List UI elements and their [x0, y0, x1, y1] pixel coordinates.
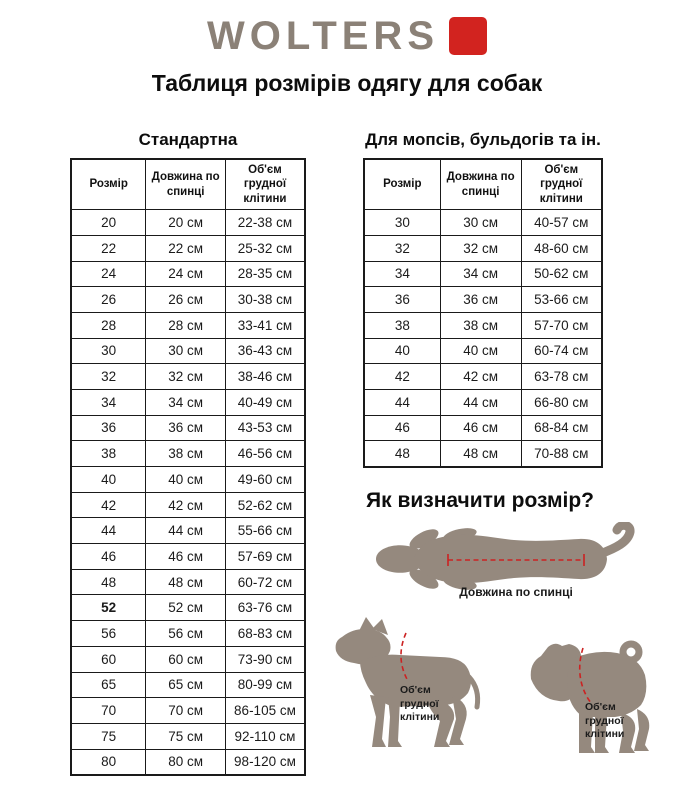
dog-side-silhouette: [336, 617, 478, 747]
value-cell: 56 см: [146, 621, 226, 647]
value-cell: 36-43 см: [225, 338, 305, 364]
size-cell: 44: [364, 389, 440, 415]
table-row: [71, 749, 305, 775]
guide-title: Як визначити розмір?: [366, 489, 594, 512]
table-row: [364, 389, 602, 415]
table-row: [71, 415, 305, 441]
value-cell: 63-76 см: [225, 595, 305, 621]
value-cell: 30 см: [146, 338, 226, 364]
value-cell: 40-57 см: [521, 210, 602, 236]
value-cell: 86-105 см: [225, 698, 305, 724]
value-cell: 22 см: [146, 235, 226, 261]
header-row: [71, 159, 305, 210]
size-cell: 60: [71, 646, 146, 672]
value-cell: 60-72 см: [225, 569, 305, 595]
table-row: [71, 364, 305, 390]
value-cell: 49-60 см: [225, 467, 305, 493]
size-cell: 34: [364, 261, 440, 287]
table-row: [71, 646, 305, 672]
value-cell: 48-60 см: [521, 235, 602, 261]
table-row: [71, 389, 305, 415]
size-cell: 70: [71, 698, 146, 724]
value-cell: 28 см: [146, 312, 226, 338]
column-header: Розмір: [71, 159, 146, 210]
size-cell: 36: [364, 287, 440, 313]
column-header: Розмір: [364, 159, 440, 210]
size-cell: 34: [71, 389, 146, 415]
table-row: [71, 261, 305, 287]
size-cell: 48: [364, 441, 440, 467]
value-cell: 22-38 см: [225, 210, 305, 236]
value-cell: 65 см: [146, 672, 226, 698]
size-cell: 46: [71, 544, 146, 570]
value-cell: 68-83 см: [225, 621, 305, 647]
size-cell: 42: [364, 364, 440, 390]
size-cell: 65: [71, 672, 146, 698]
size-table-standard: [70, 158, 306, 776]
header-row: [364, 159, 602, 210]
value-cell: 28-35 см: [225, 261, 305, 287]
size-cell: 42: [71, 492, 146, 518]
dog-top-view-silhouette: [376, 525, 630, 592]
size-cell: 22: [71, 235, 146, 261]
table-row: [364, 235, 602, 261]
value-cell: 48 см: [146, 569, 226, 595]
size-cell: 26: [71, 287, 146, 313]
table-row: [364, 338, 602, 364]
column-header: Об'єм грудної клітини: [225, 159, 305, 210]
size-cell: 40: [71, 467, 146, 493]
value-cell: 44 см: [440, 389, 521, 415]
size-table-bulldogs: [363, 158, 603, 468]
value-cell: 44 см: [146, 518, 226, 544]
value-cell: 33-41 см: [225, 312, 305, 338]
value-cell: 60 см: [146, 646, 226, 672]
value-cell: 40 см: [440, 338, 521, 364]
value-cell: 20 см: [146, 210, 226, 236]
table-title-bulldogs: Для мопсів, бульдогів та ін.: [365, 130, 601, 149]
table-row: [71, 518, 305, 544]
size-cell: 48: [71, 569, 146, 595]
table-row: [71, 235, 305, 261]
value-cell: 26 см: [146, 287, 226, 313]
size-cell: 52: [71, 595, 146, 621]
value-cell: 98-120 см: [225, 749, 305, 775]
value-cell: 68-84 см: [521, 415, 602, 441]
table-row: [364, 415, 602, 441]
table-row: [71, 210, 305, 236]
value-cell: 38-46 см: [225, 364, 305, 390]
size-cell: 38: [71, 441, 146, 467]
value-cell: 32 см: [440, 235, 521, 261]
size-cell: 44: [71, 518, 146, 544]
value-cell: 92-110 см: [225, 723, 305, 749]
value-cell: 80 см: [146, 749, 226, 775]
value-cell: 34 см: [440, 261, 521, 287]
value-cell: 80-99 см: [225, 672, 305, 698]
value-cell: 30-38 см: [225, 287, 305, 313]
standard-table-section: [70, 130, 306, 776]
value-cell: 40-49 см: [225, 389, 305, 415]
value-cell: 48 см: [440, 441, 521, 467]
value-cell: 42 см: [440, 364, 521, 390]
bulldog-table-section: [363, 130, 603, 468]
value-cell: 43-53 см: [225, 415, 305, 441]
table-row: [71, 467, 305, 493]
value-cell: 38 см: [440, 312, 521, 338]
value-cell: 53-66 см: [521, 287, 602, 313]
size-cell: 46: [364, 415, 440, 441]
value-cell: 30 см: [440, 210, 521, 236]
column-header: Довжина по спинці: [146, 159, 226, 210]
value-cell: 73-90 см: [225, 646, 305, 672]
value-cell: 57-70 см: [521, 312, 602, 338]
table-row: [71, 723, 305, 749]
value-cell: 52-62 см: [225, 492, 305, 518]
table-row: [364, 312, 602, 338]
brand-logo-text: WOLTERS: [206, 14, 439, 58]
value-cell: 70-88 см: [521, 441, 602, 467]
size-cell: 38: [364, 312, 440, 338]
table-row: [71, 312, 305, 338]
brand-logo: [0, 16, 694, 56]
table-row: [71, 492, 305, 518]
chest-label: Об'єм грудної клітини: [585, 701, 625, 741]
value-cell: 46-56 см: [225, 441, 305, 467]
value-cell: 63-78 см: [521, 364, 602, 390]
page-title: Таблиця розмірів одягу для собак: [151, 70, 543, 96]
size-cell: 28: [71, 312, 146, 338]
table-row: [71, 595, 305, 621]
size-cell: 56: [71, 621, 146, 647]
table-row: [71, 287, 305, 313]
value-cell: 66-80 см: [521, 389, 602, 415]
value-cell: 25-32 см: [225, 235, 305, 261]
size-cell: 40: [364, 338, 440, 364]
value-cell: 46 см: [146, 544, 226, 570]
value-cell: 75 см: [146, 723, 226, 749]
table-row: [71, 441, 305, 467]
back-length-label: Довжина по спинці: [459, 585, 573, 599]
brand-red-square-icon: [449, 17, 487, 55]
value-cell: 40 см: [146, 467, 226, 493]
size-cell: 32: [71, 364, 146, 390]
value-cell: 36 см: [440, 287, 521, 313]
value-cell: 52 см: [146, 595, 226, 621]
value-cell: 46 см: [440, 415, 521, 441]
size-cell: 30: [364, 210, 440, 236]
value-cell: 38 см: [146, 441, 226, 467]
table-row: [71, 621, 305, 647]
table-title-standard: Стандартна: [138, 130, 238, 149]
value-cell: 32 см: [146, 364, 226, 390]
table-row: [364, 210, 602, 236]
table-row: [364, 287, 602, 313]
value-cell: 55-66 см: [225, 518, 305, 544]
table-row: [71, 569, 305, 595]
table-row: [71, 672, 305, 698]
size-cell: 75: [71, 723, 146, 749]
size-cell: 80: [71, 749, 146, 775]
value-cell: 57-69 см: [225, 544, 305, 570]
table-row: [364, 364, 602, 390]
size-cell: 20: [71, 210, 146, 236]
table-row: [71, 544, 305, 570]
table-row: [71, 698, 305, 724]
value-cell: 36 см: [146, 415, 226, 441]
size-cell: 30: [71, 338, 146, 364]
value-cell: 60-74 см: [521, 338, 602, 364]
value-cell: 34 см: [146, 389, 226, 415]
size-cell: 36: [71, 415, 146, 441]
chest-label: Об'єм грудної клітини: [400, 684, 440, 724]
size-cell: 32: [364, 235, 440, 261]
column-header: Довжина по спинці: [440, 159, 521, 210]
value-cell: 50-62 см: [521, 261, 602, 287]
value-cell: 42 см: [146, 492, 226, 518]
value-cell: 70 см: [146, 698, 226, 724]
value-cell: 24 см: [146, 261, 226, 287]
size-cell: 24: [71, 261, 146, 287]
column-header: Об'єм грудної клітини: [521, 159, 602, 210]
table-row: [71, 338, 305, 364]
table-row: [364, 261, 602, 287]
table-row: [364, 441, 602, 467]
